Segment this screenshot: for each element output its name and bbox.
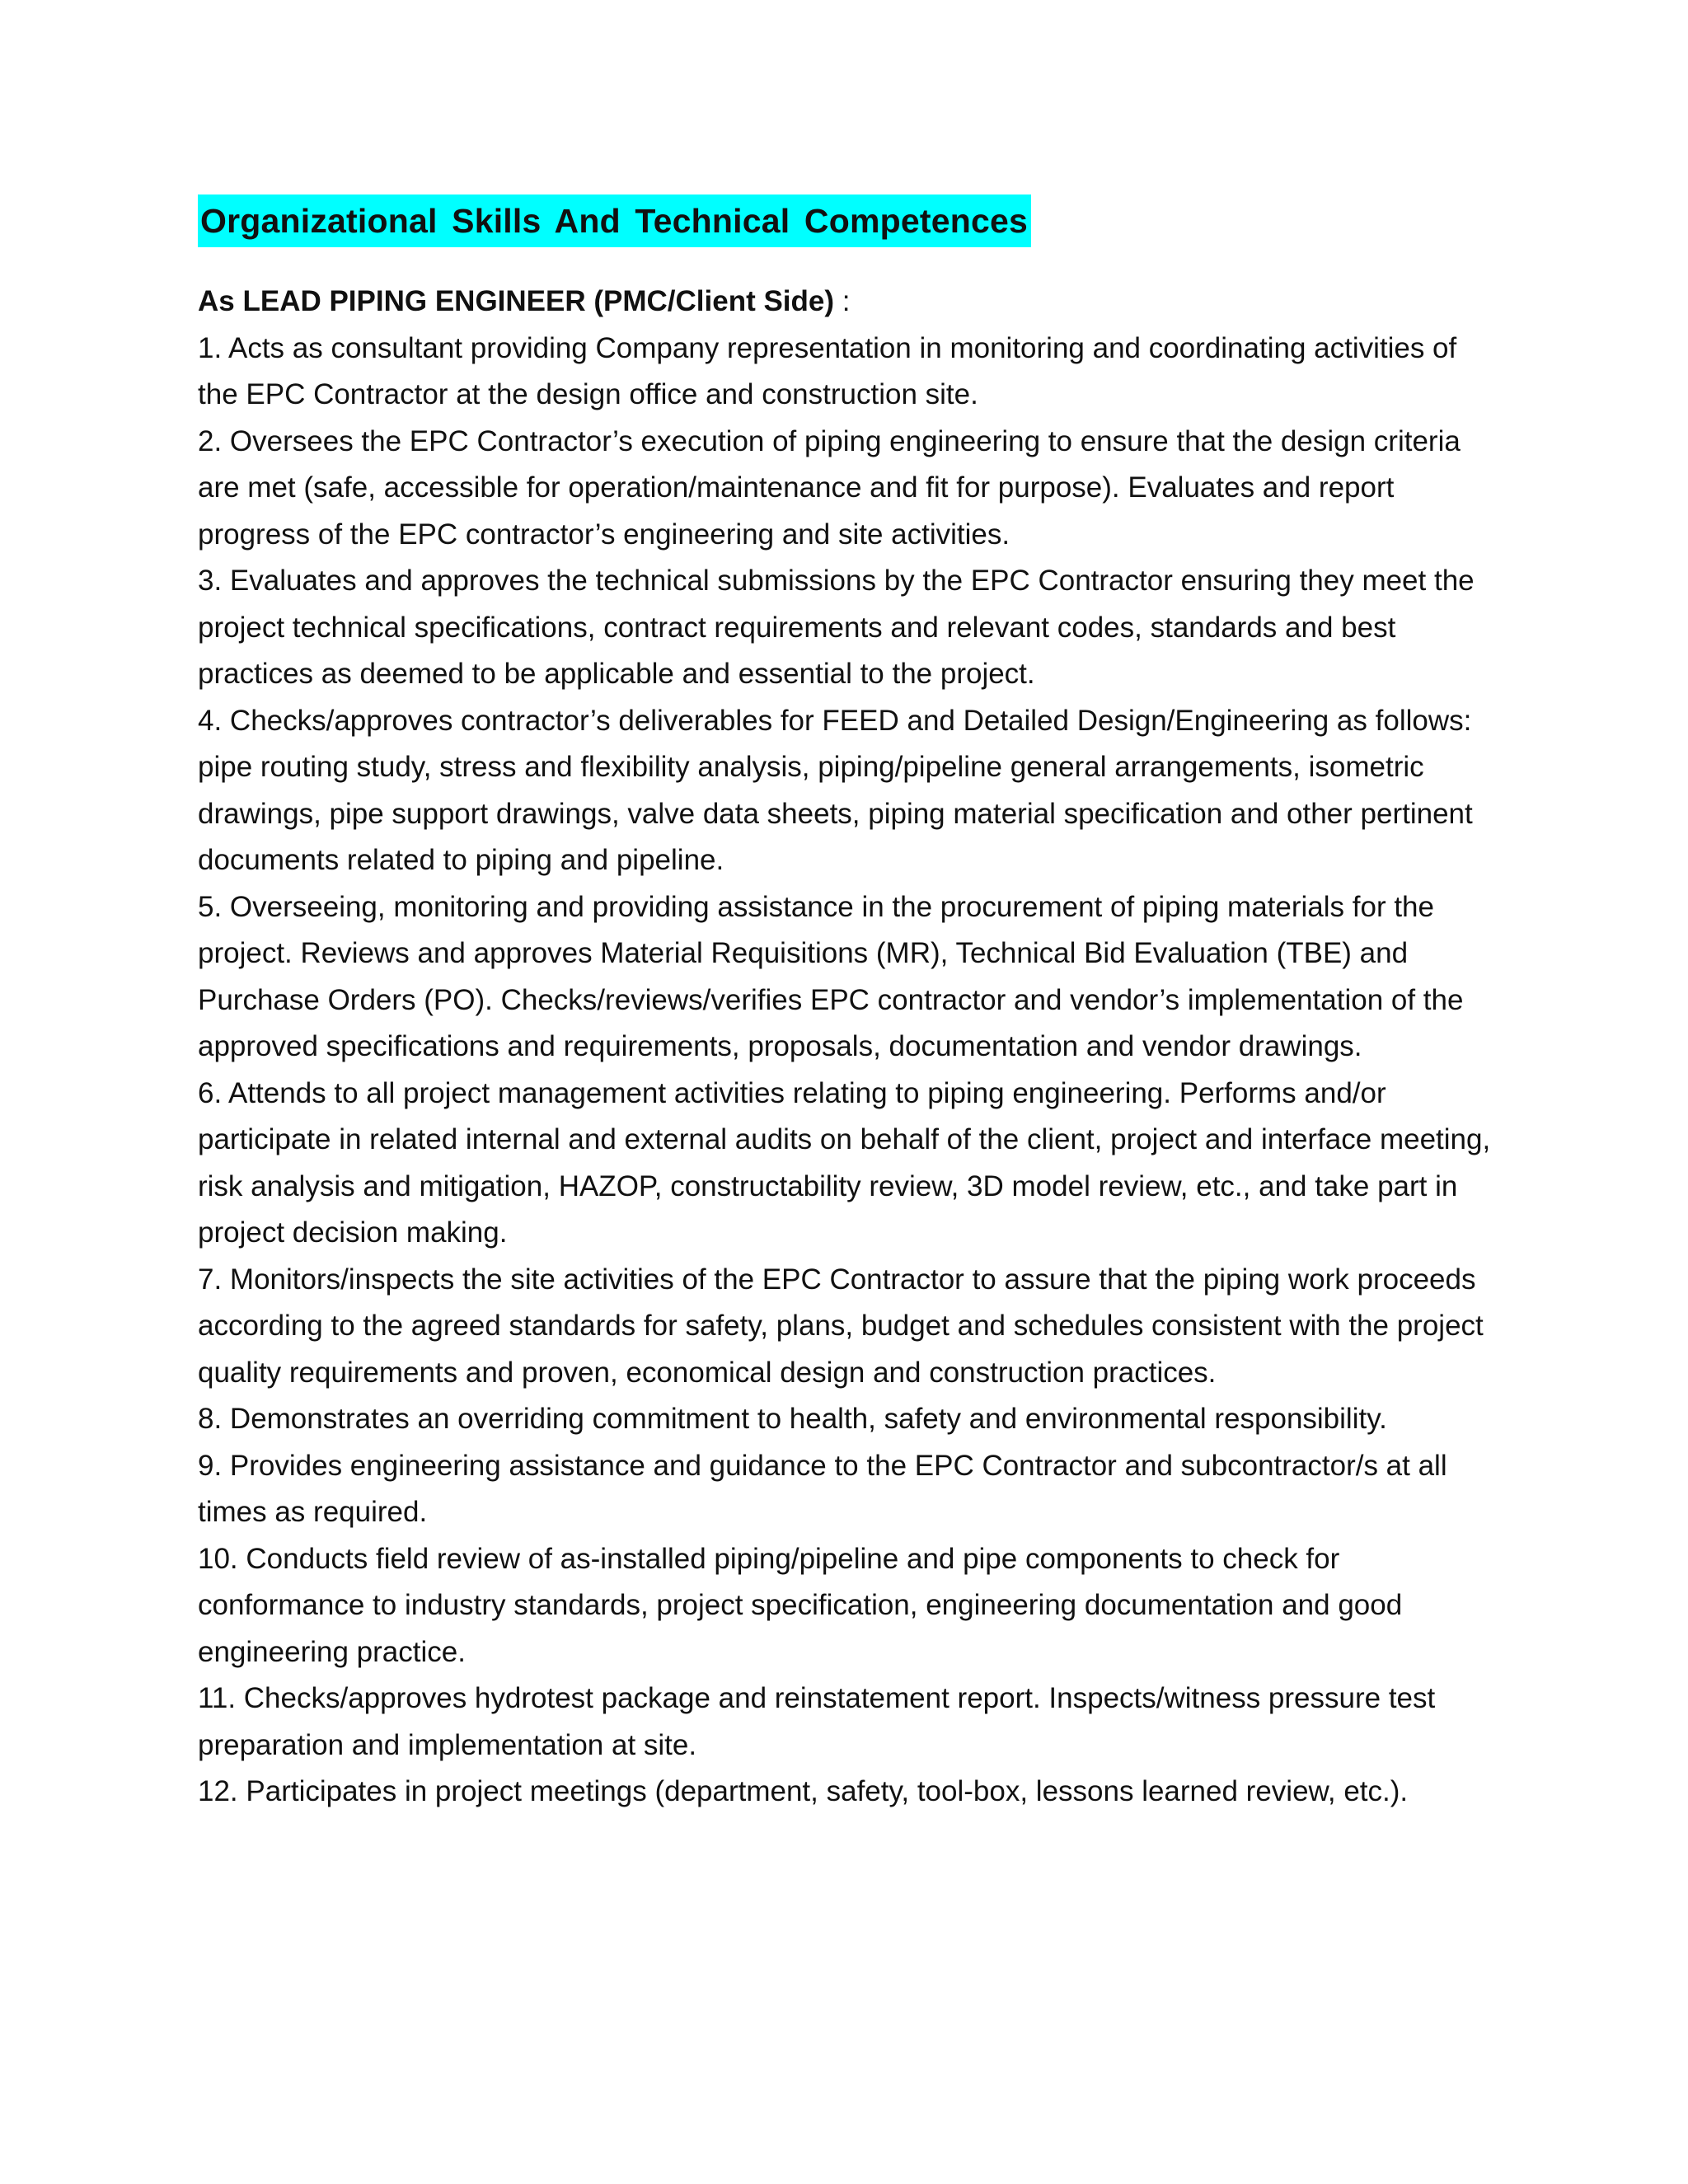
responsibilities-list	[198, 326, 1500, 1816]
list-item: 12. Participates in project meetings (department, safety, tool-box, lessons learned review, etc.).	[198, 1775, 1409, 1807]
list-item: 5. Overseeing, monitoring and providing assistance in the procurement of piping materials for the project. Reviews and approves Material Requisitions (MR), Technical Bid Evaluation (TBE) and Purchase Orders (PO). Checks/reviews/verifies EPC contractor and vendor’s implementation of the approved specifications and requirements, proposals, documentation and vendor drawings.	[198, 890, 1464, 1062]
role-title: As LEAD PIPING ENGINEER (PMC/Client Side)	[198, 285, 835, 317]
role-suffix: :	[834, 285, 851, 317]
list-item: 1. Acts as consultant providing Company representation in monitoring and coordinating activities of the EPC Contractor at the design office and construction site.	[198, 331, 1457, 410]
list-item: 9. Provides engineering assistance and guidance to the EPC Contractor and subcontractor/s at all times as required.	[198, 1449, 1447, 1528]
list-item: 7. Monitors/inspects the site activities of the EPC Contractor to assure that the piping work proceeds according to the agreed standards for safety, plans, budget and schedules consistent with the project quality requirements and proven, economical design and construction practices.	[198, 1263, 1484, 1389]
role-line	[198, 279, 1500, 326]
list-item: 3. Evaluates and approves the technical submissions by the EPC Contractor ensuring they meet the project technical specifications, contract requirements and relevant codes, standards and best practices as deemed to be applicable and essential to the project.	[198, 565, 1475, 690]
list-item: 8. Demonstrates an overriding commitment to health, safety and environmental responsibility.	[198, 1403, 1387, 1435]
section-heading: Organizational Skills And Technical Competences	[198, 194, 1031, 247]
list-item: 6. Attends to all project management activities relating to piping engineering. Performs and/or participate in related internal and external audits on behalf of the client, project and interface meeting, risk analysis and mitigation, HAZOP, constructability review, 3D model review, etc., and take part in project decision making.	[198, 1076, 1491, 1249]
list-item: 4. Checks/approves contractor’s deliverables for FEED and Detailed Design/Engineering as follows: pipe routing study, stress and flexibility analysis, piping/pipeline general arrangements, isometric drawings, pipe support drawings, valve data sheets, piping material specification and other pertinent documents related to piping and pipeline.	[198, 704, 1473, 876]
list-item: 2. Oversees the EPC Contractor’s execution of piping engineering to ensure that the design criteria are met (safe, accessible for operation/maintenance and fit for purpose). Evaluates and report progress of the EPC contractor’s engineering and site activities.	[198, 424, 1461, 551]
document-page	[198, 194, 1500, 1816]
list-item: 11. Checks/approves hydrotest package and reinstatement report. Inspects/witness pressure test preparation and implementation at site.	[198, 1682, 1436, 1761]
list-item: 10. Conducts field review of as-installed piping/pipeline and pipe components to check for conformance to industry standards, project specification, engineering documentation and good engineering practice.	[198, 1542, 1403, 1668]
